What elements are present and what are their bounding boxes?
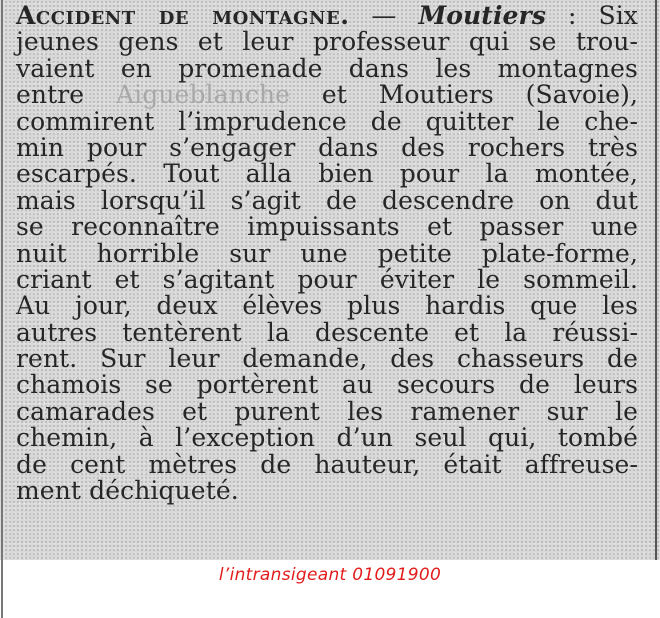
scan-edge-left [1,0,3,618]
article-text [16,3,638,504]
article-line: se reconnaître impuissants et passer une [16,212,638,242]
dateline-place: Moutiers [418,1,546,30]
article-line: nuit horrible sur une petite plate-forme, [16,238,638,268]
article-line: min pour s’engager dans des rochers très [16,132,638,162]
article-line: escarpés. Tout alla bien pour la montée, [16,159,638,189]
article-line: Au jour, deux élèves plus hardis que les [16,291,638,321]
article-line: jeunes gens et leur professeur qui se trou- [16,27,638,57]
article-line-text: entre [16,80,85,110]
dateline-colon: : [567,1,577,30]
faded-word: Aigueblanche [116,80,291,110]
article-line: mais lorsqu’il s’agit de descendre on dut [16,185,638,215]
article-line: autres tentèrent la descente et la réussi- [16,317,638,347]
article-line: chamois se portèrent au secours de leurs [16,370,638,400]
article-line: de cent mètres de hauteur, était affreuse- [16,449,638,479]
article-line: vaient en promenade dans les montagnes [16,53,638,83]
article-line: criant et s’agitant pour éviter le sommeil. [16,264,638,294]
source-caption: l’intransigeant 01091900 [218,565,442,585]
article-line: ment déchiqueté. [16,476,239,506]
article-line: rent. Sur leur demande, des chasseurs de [16,344,638,374]
headline-dash: — [371,1,397,30]
article-line [16,82,638,108]
scan-edge-right [655,0,657,560]
article-line-text: et Moutiers (Savoie), [321,80,639,110]
headline: Accident de montagne. [16,1,350,30]
article-line [16,3,638,29]
article-line: chemin, à l’exception d’un seul qui, tombé [16,423,638,453]
article-line-text: Six [598,1,638,30]
article-line: camarades et purent les ramener sur le [16,396,638,426]
article-line: commirent l’imprudence de quitter le che- [16,106,638,136]
